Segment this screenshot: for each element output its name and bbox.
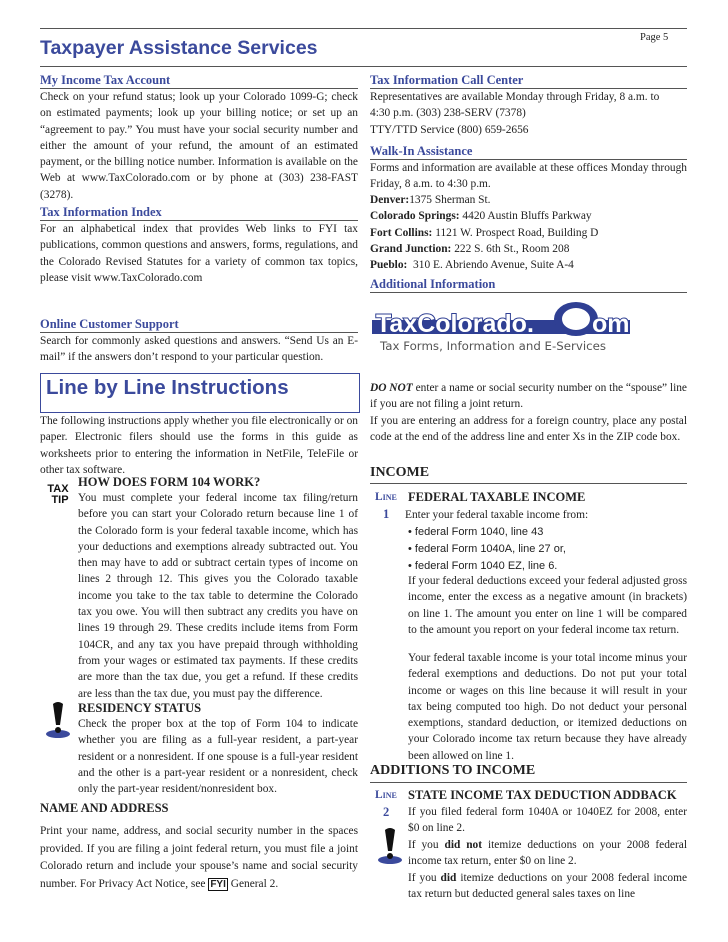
line-2-para-3: If you did itemize deductions on your 2008 federal income tax return but deducted general sales taxes on line <box>408 872 687 901</box>
line-1-heading: FEDERAL TAXABLE INCOME <box>408 490 586 504</box>
page-number: Page 5 <box>640 32 669 43</box>
title-rule <box>40 66 687 67</box>
svg-text:TIP: TIP <box>51 494 69 506</box>
line-2-heading: STATE INCOME TAX DEDUCTION ADDBACK <box>408 788 677 802</box>
taxcolorado-logo <box>372 300 630 338</box>
rule <box>370 292 687 293</box>
support-text: Search for commonly asked questions and answers. “Send Us an E-mail” if the answers don’t respond to your particular question. <box>40 335 358 364</box>
page-title: Taxpayer Assistance Services <box>40 37 318 59</box>
index-text: For an alphabetical index that provides Web links to FYI tax publications, common questions and answers, forms, regulations, and the Colorado Revised Statutes for a variety of common tax topics, please visit www.TaxColorado.com <box>40 223 358 284</box>
line-1-number: 1 <box>383 507 390 521</box>
office-item: Fort Collins: 1121 W. Prospect Road, Building D <box>370 226 599 239</box>
call-center-heading: Tax Information Call Center <box>370 73 524 87</box>
line-label: Line <box>375 789 397 801</box>
rule <box>370 483 687 484</box>
logo-tagline: Tax Forms, Information and E-Services <box>380 339 607 353</box>
exclamation-icon <box>44 700 72 740</box>
exclamation-icon <box>376 826 404 866</box>
my-account-text: Check on your refund status; look up your Colorado 1099-G; check on estimated payments; look up your billing notice; or set up an “agreement to pay.” You must have your social security number and either the amount of your refund, the amount of an estimated payment, or the billing notice number. Information is available on the Web at www.TaxColorado.com or by phone at (303) 238-FAST (3278). <box>40 91 358 201</box>
lbl-intro: The following instructions apply whether you file electronically or on paper. Electronic filers should use the forms in this guide as worksheets prior to entering the information in NetFile, TeleFile or other tax software. <box>40 415 358 476</box>
svg-text:TaxColorado.: TaxColorado. <box>376 310 534 338</box>
tax-tip-icon <box>42 480 74 506</box>
residency-heading: RESIDENCY STATUS <box>78 701 202 715</box>
office-item: Grand Junction: 222 S. 6th St., Room 208 <box>370 242 570 255</box>
walk-in-intro: Forms and information are available at these offices Monday through Friday, 8 a.m. to 4:30 p.m. <box>370 162 687 191</box>
text-line: TTY/TTD Service (800) 659-2656 <box>370 123 529 136</box>
additional-heading: Additional Information <box>370 277 496 291</box>
line-2-para-2: If you did not itemize deductions on your 2008 federal income tax return, enter $0 on line 2. <box>408 839 687 868</box>
line-1-para-1: If your federal deductions exceed your federal adjusted gross income, enter the excess as a negative amount (in brackets) on line 1. The amount you enter on line 1 will be compared to the amount you report on your federal income tax return. <box>408 575 687 636</box>
name-address-heading: NAME AND ADDRESS <box>40 801 169 815</box>
office-item: Pueblo: 310 E. Abriendo Avenue, Suite A-4 <box>370 259 574 272</box>
svg-text:om: om <box>592 310 630 338</box>
index-heading: Tax Information Index <box>40 205 162 219</box>
line-2-number: 2 <box>383 805 390 819</box>
my-account-heading: My Income Tax Account <box>40 73 171 87</box>
svg-text:TAX: TAX <box>47 483 69 495</box>
fyi-icon: FYI <box>210 878 226 890</box>
line-1-list <box>408 524 566 575</box>
how-heading: HOW DOES FORM 104 WORK? <box>78 475 261 489</box>
office-item: Denver:1375 Sherman St. <box>370 194 491 206</box>
rule <box>370 782 687 783</box>
foreign-text: If you are entering an address for a foreign country, place any postal code at the end of the address line and enter Xs in the ZIP code box. <box>370 415 687 444</box>
list-item: • federal Form 1040, line 43 <box>408 526 544 538</box>
line-1-intro: Enter your federal taxable income from: <box>405 509 589 521</box>
top-rule <box>40 28 687 29</box>
support-heading: Online Customer Support <box>40 317 179 331</box>
walk-in-heading: Walk-In Assistance <box>370 144 473 158</box>
how-text: You must complete your federal income tax filing/return before you can start your Colorado return because line 1 of the Colorado form is your federal taxable income, which has your deductions and exemptions already subtracted out. You then may have to add or subtract certain types of income on lines 2 through 12. This gives you the Colorado taxable income you take to the tax table to determine the Colorado tax you owe. You will then subtract any credits you have on lines 19 through 29. These credits include items from Form 104CR, and any tax you have prepaid through withholding from your wages or estimated tax payments. If these credits are more than the tax due, you get a refund. If these credits are less than the tax due, you must pay the difference. <box>78 492 358 700</box>
call-center-text <box>370 89 690 138</box>
name-address-text: Print your name, address, and social security number in the spaces provided. If you are filing a joint federal return, you must file a joint Colorado return and include your spouse’s name and social security number. For Privacy Act Notice, see FYI General 2. <box>40 825 358 890</box>
line-2-para-1: If you filed federal form 1040A or 1040EZ for 2008, enter $0 on line 2. <box>408 806 687 835</box>
donot-text: DO NOT enter a name or social security number on the “spouse” line if you are not filing a joint return. <box>370 382 687 411</box>
text-line: 4:30 p.m. (303) 238-SERV (7378) <box>370 107 526 120</box>
line-label: Line <box>375 491 397 503</box>
office-list <box>370 192 690 273</box>
additions-heading: ADDITIONS TO INCOME <box>370 763 536 778</box>
text-line: Representatives are available Monday through Friday, 8 a.m. to <box>370 91 660 103</box>
office-item: Colorado Springs: 4420 Austin Bluffs Parkway <box>370 210 592 223</box>
list-item: • federal Form 1040 EZ, line 6. <box>408 560 558 572</box>
line-by-line-title: Line by Line Instructions <box>46 376 289 399</box>
residency-text: Check the proper box at the top of Form 104 to indicate whether you are filing as a full-year resident, a part-year resident or a nonresident. If one spouse is a full-year resident and the other is a part-year resident or a nonresident, check only the part-year resident/nonresident box. <box>78 718 358 796</box>
income-heading: INCOME <box>370 465 430 480</box>
list-item: • federal Form 1040A, line 27 or, <box>408 543 566 555</box>
line-1-para-2: Your federal taxable income is your total income minus your federal exemptions and deductions. Do not put your total income or wages on this line because it will result in your tax being computed too high. Do not deduct your personal exemptions, standard deduction, or itemized deductions on your Colorado income tax return because they have already been allowed on line 1. <box>408 652 687 762</box>
